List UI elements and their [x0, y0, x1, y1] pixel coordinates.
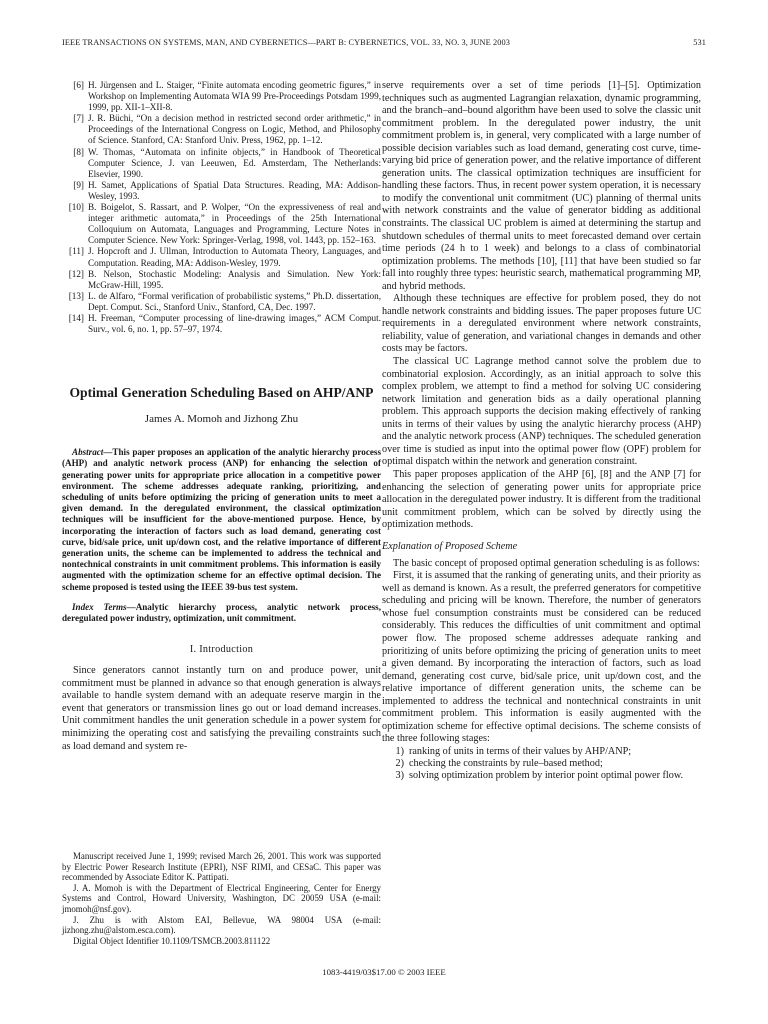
- reference-number: [10]: [68, 202, 84, 213]
- footnotes: [62, 851, 381, 946]
- article-authors: James A. Momoh and Jizhong Zhu: [144, 413, 299, 426]
- reference-text: J. Hopcroft and J. Ullman, Introduction to Automata Theory, Languages, and Computation. Reading, MA: Addison-Wesley, 1979.: [88, 246, 381, 268]
- reference-item: [62, 246, 381, 268]
- index-terms-text: Analytic hierarchy process, analytic network process, deregulated power industry, optimization, unit commitment.: [62, 601, 381, 624]
- index-terms: [62, 602, 381, 624]
- list-text: ranking of units in terms of their values by AHP/ANP;: [409, 745, 632, 757]
- page-number: 531: [693, 38, 706, 47]
- abstract-text: This paper proposes an application of the analytic hierarchy process (AHP) and analytic network process (ANP) for enhancing the selection of generating power units for appropriate price allocation in a competitive power environment. The scheme addresses adequate ranking, prioritizing, and scheduling of units before optimizing the pricing of generation units to meet a given demand. In the deregulated environment, the classical optimization techniques will be insufficient for the above-mentioned purpose. Hence, by incorporating the interaction of factors such as load demand, generating cost curve, bid/sale price, unit up/down cost, and the relative importance of different generation units, the scheme can be implemented to address the technical and nontechnical constraints in unit commitment problems. This information is easily augmented with the optimization scheme for an effective optimal decision. The scheme proposed is tested using the IEEE 39-bus test system.: [62, 447, 381, 592]
- list-number: 2): [395, 758, 404, 770]
- reference-number: [13]: [68, 290, 84, 301]
- list-item: [382, 746, 701, 758]
- reference-text: B. Boigelot, S. Rassart, and P. Wolper, “On the expressiveness of real and integer arithmetic automata,” in Proceedings of the 25th International Colloquium on Automata, Languages and Programming, Lecture Notes in Computer Science. New York: Springer-Verlag, 1998, vol. 1443, pp. 152–163.: [88, 202, 381, 246]
- body-paragraph: The basic concept of proposed optimal generation scheduling is as follows:: [393, 557, 700, 569]
- reference-number: [11]: [69, 246, 84, 257]
- reference-number: [7]: [73, 113, 84, 124]
- reference-item: [62, 80, 381, 113]
- list-item: [382, 758, 701, 770]
- reference-number: [9]: [73, 179, 84, 190]
- reference-text: J. R. Büchi, “On a decision method in restricted second order arithmetic,” in Proceedings of the International Congress on Logic, Method, and Philosophy of Science. Stanford, CA: Stanford Univ. Press, 1962, pp. 1–12.: [88, 113, 381, 146]
- running-header: [62, 38, 706, 52]
- body-paragraph: The classical UC Lagrange method cannot solve the problem due to combinatorial explosion. Accordingly, as an initial approach to solve this complex problem, we attempt to find a method for solving UC considering network limitation and generation bids as a daily operational planning problem. This approach supports the decision making effectively of ranking units in terms of their values by using the analytic hierarchy process (AHP) and the analytic network process (ANP) techniques. The scheduled generation over time is studied as input into the optimal power flow (OPF) problem for optimal dispatch within the network and generation constraint.: [382, 356, 701, 468]
- reference-text: H. Jürgensen and L. Staiger, “Finite automata encoding geometric figures,” in Workshop on Implementing Automata WIA 99 Pre-Proceedings Potsdam 1999, 1999, pp. XII-1–XII-8.: [88, 80, 381, 113]
- reference-item: [62, 291, 381, 313]
- list-item: [382, 770, 701, 782]
- reference-text: B. Nelson, Stochastic Modeling: Analysis and Simulation. New York: McGraw-Hill, 1995.: [88, 268, 381, 290]
- list-number: 3): [395, 770, 404, 782]
- footnote-manuscript: Manuscript received June 1, 1999; revised March 26, 2001. This work was supported by Electric Power Research Institute (EPRI), NSF RIMI, and CESaC. This paper was recommended by Associate Editor K. Pattipati.: [62, 851, 381, 883]
- list-number: 1): [395, 745, 404, 757]
- reference-number: [12]: [68, 268, 84, 279]
- body-paragraph: Although these techniques are effective for problem posed, they do not handle network constraints and bidding issues. The paper proposes future UC requirements in a deregulated environment where network constraints, reliability, value of generation, and variational changes in demands and other costs may be factors.: [382, 293, 701, 355]
- footnote-author-2: J. Zhu is with Alstom EAI, Bellevue, WA 98004 USA (e-mail: jizhong.zhu@alstom.esca.com).: [62, 914, 381, 936]
- journal-header: IEEE TRANSACTIONS ON SYSTEMS, MAN, AND CYBERNETICS—PART B: CYBERNETICS, VOL. 33, NO. 3, JUNE 2003: [62, 38, 510, 47]
- intro-paragraph: Since generators cannot instantly turn on and produce power, unit commitment must be planned in advance so that enough generation is always available to handle system demand with an adequate reserve margin in the event that generators or transmission lines go out or load demand increases. Unit commitment handles the unit generation schedule in a power system for minimizing the operating cost and satisfying the prevailing constraints such as load demand and system re-: [62, 665, 381, 752]
- stages-list: [382, 746, 701, 783]
- list-text: solving optimization problem by interior point optimal power flow.: [409, 770, 684, 782]
- reference-text: L. de Alfaro, “Formal verification of probabilistic systems,” Ph.D. dissertation, Dept. Comput. Sci., Stanford Univ., Stanford, CA, Dec. 1997.: [88, 290, 381, 312]
- copyright-footer: 1083-4419/03$17.00 © 2003 IEEE: [322, 967, 446, 977]
- reference-item: [62, 269, 381, 291]
- right-column: [382, 80, 701, 783]
- reference-text: H. Samet, Applications of Spatial Data Structures. Reading, MA: Addison-Wesley, 1993.: [88, 179, 381, 201]
- reference-item: [62, 180, 381, 202]
- reference-number: [8]: [73, 146, 84, 157]
- reference-list: [62, 80, 381, 335]
- body-paragraph: serve requirements over a set of time periods [1]–[5]. Optimization techniques such as augmented Lagrangian relaxation, dynamic programming, and the branch–and–bound algorithm have been used to solve the classic unit commitment problem. In the deregulated power industry, the unit commitment problem is, in general, very complicated with a large number of possible decision variables such as load demand, generating cost curve, time-varying bid price of generation power, and the relative importance of different generation units. The classical optimization techniques are insufficient for handling these factors. Thus, in recent power system operation, it is necessary to modify the conventional unit commitment (UC) planning of thermal units with network constraints and the value of generator bidding as additional constraints. The classical UC problem is aimed at determining the startup and shutdown schedules of thermal units to meet forecasted demand over certain time periods (24 h to 1 week) and belongs to a class of combinatorial optimization problems. The methods [10], [11] that have been studied so far fall into roughly three types: heuristic search, mathematical programming MP, and hybrid methods.: [382, 80, 701, 292]
- reference-text: H. Freeman, “Computer processing of line-drawing images,” ACM Comput. Surv., vol. 6, no. 1, pp. 57–97, 1974.: [88, 312, 381, 335]
- reference-number: [6]: [73, 80, 84, 90]
- index-terms-label: Index Terms—: [72, 601, 136, 612]
- body-paragraph: This paper proposes application of the AHP [6], [8] and the ANP [7] for enhancing the selection of generating power units for appropriate price allocation in the deregulated power industry. It is different from the traditional unit commitment problem, which can be solved by directly using the optimization methods.: [382, 468, 701, 531]
- reference-number: [14]: [68, 312, 84, 323]
- reference-item: [62, 113, 381, 146]
- reference-item: [62, 147, 381, 180]
- reference-item: [62, 313, 381, 335]
- left-column: [62, 80, 381, 753]
- article-title: Optimal Generation Scheduling Based on AHP/ANP: [69, 385, 374, 401]
- reference-item: [62, 202, 381, 246]
- abstract-label: Abstract—: [72, 447, 113, 458]
- abstract: [62, 447, 381, 593]
- footnote-doi: Digital Object Identifier 10.1109/TSMCB.2003.811122: [73, 935, 271, 946]
- body-paragraph: First, it is assumed that the ranking of generating units, and their priority as well as demand is known. As a result, the preferred generators for competitive scheduling and pricing will be known. Therefore, the number of generators whose fuel consumption constraints must be considered can be reduced considerably. This reduces the difficulties of unit commitment and optimal power flow. The proposed scheme addresses adequate ranking and prioritizing of units before optimizing the pricing of generation units to meet a given demand. By incorporating the interaction of factors, such as load demand, generating cost curve, bid/sale price, unit up/down cost, and the relative importance of different generation units, the scheme can be implemented to address the technical and nontechnical constraints in unit commitment problem. This information is easily augmented with the optimization scheme for effective optimal decisions. The scheme consists of the three following stages:: [382, 570, 701, 745]
- reference-text: W. Thomas, “Automata on infinite objects,” in Handbook of Theoretical Computer Science, J. van Leeuwen, Ed. Amsterdam, The Netherlands: Elsevier, 1990.: [88, 146, 381, 179]
- list-text: checking the constraints by rule–based method;: [409, 758, 603, 770]
- section-heading: I. Introduction: [189, 644, 254, 656]
- footnote-author-1: J. A. Momoh is with the Department of Electrical Engineering, Center for Energy Systems and Control, Howard University, Washington, DC 20059 USA (e-mail: jmomoh@nsf.gov).: [62, 882, 381, 914]
- subsection-heading: Explanation of Proposed Scheme: [382, 540, 518, 552]
